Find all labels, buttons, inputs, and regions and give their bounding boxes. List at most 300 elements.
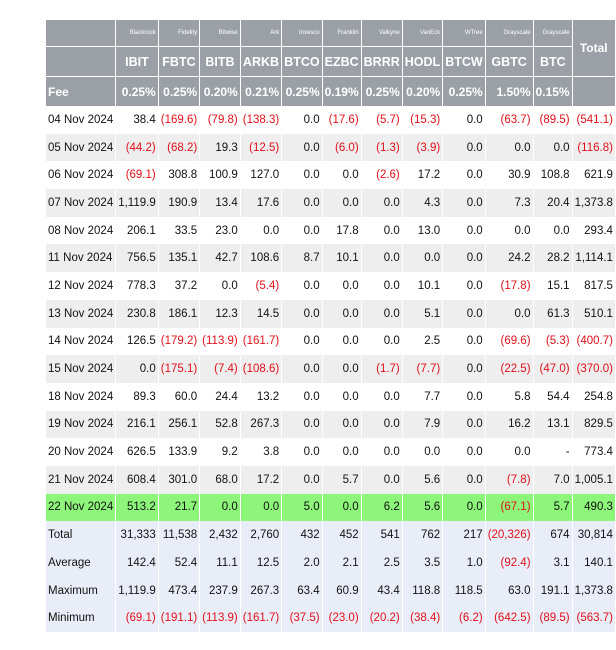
flow-cell: 0.0 bbox=[361, 438, 402, 466]
table-row bbox=[46, 328, 615, 356]
table-row bbox=[46, 383, 615, 411]
stat-cell: 31,333 bbox=[116, 521, 159, 549]
ticker-label: FBTC bbox=[158, 47, 199, 77]
stat-row bbox=[46, 577, 615, 605]
row-total: 829.5 bbox=[572, 411, 615, 439]
flow-cell: 0.0 bbox=[485, 438, 533, 466]
flow-cell: 0.0 bbox=[361, 189, 402, 217]
stat-cell: (191.1) bbox=[158, 604, 199, 632]
flow-cell: 301.0 bbox=[158, 466, 199, 494]
row-date: 14 Nov 2024 bbox=[46, 328, 116, 356]
stat-total: 1,373.8 bbox=[572, 577, 615, 605]
flow-cell: 17.6 bbox=[240, 189, 281, 217]
flow-cell: 30.9 bbox=[485, 161, 533, 189]
flow-cell: 0.0 bbox=[322, 189, 361, 217]
flow-cell: (138.3) bbox=[240, 106, 281, 134]
flow-cell: (67.1) bbox=[485, 494, 533, 522]
flow-cell: (5.4) bbox=[240, 272, 281, 300]
flow-cell: (79.8) bbox=[200, 106, 241, 134]
table-row bbox=[46, 106, 615, 134]
stat-cell: (89.5) bbox=[533, 604, 572, 632]
flow-cell: 16.2 bbox=[485, 411, 533, 439]
fee-label: Fee bbox=[46, 77, 116, 107]
table-row bbox=[46, 438, 615, 466]
flow-cell: - bbox=[533, 438, 572, 466]
stat-row bbox=[46, 521, 615, 549]
flow-cell: 0.0 bbox=[322, 355, 361, 383]
flow-cell: 0.0 bbox=[282, 383, 322, 411]
row-total: 1,005.1 bbox=[572, 466, 615, 494]
flow-cell: 17.8 bbox=[322, 217, 361, 245]
flow-cell: (113.9) bbox=[200, 328, 241, 356]
flow-cell: (5.3) bbox=[533, 328, 572, 356]
stat-cell: (20,326) bbox=[485, 521, 533, 549]
stat-cell: (6.2) bbox=[443, 604, 486, 632]
row-total: 1,373.8 bbox=[572, 189, 615, 217]
flow-cell: 0.0 bbox=[443, 106, 486, 134]
flow-cell: 19.3 bbox=[200, 134, 241, 162]
flow-cell: 0.0 bbox=[443, 272, 486, 300]
table-row bbox=[46, 217, 615, 245]
flow-cell: 10.1 bbox=[402, 272, 442, 300]
ticker-label: IBIT bbox=[116, 47, 159, 77]
flow-cell: 0.0 bbox=[116, 355, 159, 383]
flow-cell: 0.0 bbox=[240, 217, 281, 245]
flow-cell: 1,119.9 bbox=[116, 189, 159, 217]
flow-cell: 513.2 bbox=[116, 494, 159, 522]
flow-cell: (3.9) bbox=[402, 134, 442, 162]
flow-cell: (15.3) bbox=[402, 106, 442, 134]
flow-cell: 0.0 bbox=[361, 300, 402, 328]
flow-cell: 21.7 bbox=[158, 494, 199, 522]
flow-cell: 0.0 bbox=[443, 134, 486, 162]
corner-cell bbox=[46, 20, 116, 47]
flow-cell: (2.6) bbox=[361, 161, 402, 189]
flow-cell: 0.0 bbox=[485, 300, 533, 328]
flow-cell: (47.0) bbox=[533, 355, 572, 383]
provider-label: Invesco bbox=[282, 20, 322, 47]
flow-cell: 14.5 bbox=[240, 300, 281, 328]
provider-label: Grayscale bbox=[533, 20, 572, 47]
flow-cell: 0.0 bbox=[282, 328, 322, 356]
flow-cell: (1.7) bbox=[361, 355, 402, 383]
stat-cell: 541 bbox=[361, 521, 402, 549]
flow-cell: 0.0 bbox=[443, 244, 486, 272]
stat-cell: 118.5 bbox=[443, 577, 486, 605]
flow-cell: 108.6 bbox=[240, 244, 281, 272]
stat-cell: 2.1 bbox=[322, 549, 361, 577]
flow-cell: 2.5 bbox=[402, 328, 442, 356]
flow-cell: 23.0 bbox=[200, 217, 241, 245]
flow-cell: 0.0 bbox=[282, 106, 322, 134]
flow-cell: 68.0 bbox=[200, 466, 241, 494]
row-date: 20 Nov 2024 bbox=[46, 438, 116, 466]
flow-cell: 15.1 bbox=[533, 272, 572, 300]
flow-cell: (7.8) bbox=[485, 466, 533, 494]
stat-cell: 142.4 bbox=[116, 549, 159, 577]
row-total: 621.9 bbox=[572, 161, 615, 189]
flow-cell: 608.4 bbox=[116, 466, 159, 494]
flow-cell: 0.0 bbox=[282, 300, 322, 328]
fee-value: 0.19% bbox=[322, 77, 361, 107]
row-total: 490.3 bbox=[572, 494, 615, 522]
flow-cell: (108.6) bbox=[240, 355, 281, 383]
flow-cell: 13.1 bbox=[533, 411, 572, 439]
table-row bbox=[46, 355, 615, 383]
row-total: 1,114.1 bbox=[572, 244, 615, 272]
flow-cell: 0.0 bbox=[322, 328, 361, 356]
table-row bbox=[46, 244, 615, 272]
stat-cell: 1.0 bbox=[443, 549, 486, 577]
flow-cell: 756.5 bbox=[116, 244, 159, 272]
flow-cell: 54.4 bbox=[533, 383, 572, 411]
flow-cell: 52.8 bbox=[200, 411, 241, 439]
stat-cell: 63.0 bbox=[485, 577, 533, 605]
fee-value: 0.20% bbox=[200, 77, 241, 107]
flow-cell: 256.1 bbox=[158, 411, 199, 439]
table-row bbox=[46, 466, 615, 494]
flow-cell: 20.4 bbox=[533, 189, 572, 217]
flow-cell: 28.2 bbox=[533, 244, 572, 272]
flow-cell: (69.1) bbox=[116, 161, 159, 189]
flow-cell: 24.4 bbox=[200, 383, 241, 411]
stat-cell: 2.5 bbox=[361, 549, 402, 577]
ticker-label: EZBC bbox=[322, 47, 361, 77]
flow-cell: 0.0 bbox=[485, 217, 533, 245]
provider-label: Franklin bbox=[322, 20, 361, 47]
stat-cell: 1,119.9 bbox=[116, 577, 159, 605]
fee-row bbox=[46, 77, 615, 107]
flow-cell: 13.2 bbox=[240, 383, 281, 411]
flow-cell: 0.0 bbox=[361, 383, 402, 411]
table-row bbox=[46, 411, 615, 439]
flow-cell: (179.2) bbox=[158, 328, 199, 356]
ticker-label: BTCW bbox=[443, 47, 486, 77]
row-total: (370.0) bbox=[572, 355, 615, 383]
flow-cell: 0.0 bbox=[282, 217, 322, 245]
flow-cell: 778.3 bbox=[116, 272, 159, 300]
fee-value: 0.20% bbox=[402, 77, 442, 107]
stat-cell: (20.2) bbox=[361, 604, 402, 632]
flow-cell: 13.4 bbox=[200, 189, 241, 217]
flow-cell: 5.6 bbox=[402, 494, 442, 522]
flow-cell: (7.4) bbox=[200, 355, 241, 383]
row-date: 22 Nov 2024 bbox=[46, 494, 116, 522]
flow-cell: 0.0 bbox=[361, 328, 402, 356]
stat-cell: 473.4 bbox=[158, 577, 199, 605]
stat-cell: (38.4) bbox=[402, 604, 442, 632]
provider-label: WTree bbox=[443, 20, 486, 47]
ticker-label: BTC bbox=[533, 47, 572, 77]
stat-cell: 762 bbox=[402, 521, 442, 549]
fee-value: 0.21% bbox=[240, 77, 281, 107]
stat-cell: (69.1) bbox=[116, 604, 159, 632]
flow-cell: 0.0 bbox=[361, 244, 402, 272]
stat-row bbox=[46, 549, 615, 577]
stat-cell: 11.1 bbox=[200, 549, 241, 577]
flow-cell: (12.5) bbox=[240, 134, 281, 162]
flow-cell: (63.7) bbox=[485, 106, 533, 134]
row-date: 11 Nov 2024 bbox=[46, 244, 116, 272]
flow-cell: 0.0 bbox=[240, 494, 281, 522]
row-total: 293.4 bbox=[572, 217, 615, 245]
flow-cell: (169.6) bbox=[158, 106, 199, 134]
flow-cell: 5.7 bbox=[533, 494, 572, 522]
fee-value: 0.15% bbox=[533, 77, 572, 107]
flow-cell: 186.1 bbox=[158, 300, 199, 328]
flow-cell: 89.3 bbox=[116, 383, 159, 411]
table-row bbox=[46, 494, 615, 522]
flow-cell: 0.0 bbox=[402, 244, 442, 272]
row-total: (116.8) bbox=[572, 134, 615, 162]
stat-cell: 191.1 bbox=[533, 577, 572, 605]
flow-cell: 230.8 bbox=[116, 300, 159, 328]
flow-cell: 17.2 bbox=[240, 466, 281, 494]
flow-cell: 12.3 bbox=[200, 300, 241, 328]
ticker-header-row bbox=[46, 47, 615, 77]
row-date: 07 Nov 2024 bbox=[46, 189, 116, 217]
flow-cell: (6.0) bbox=[322, 134, 361, 162]
flow-cell: (22.5) bbox=[485, 355, 533, 383]
flow-cell: 60.0 bbox=[158, 383, 199, 411]
table-row bbox=[46, 134, 615, 162]
stat-total: (563.7) bbox=[572, 604, 615, 632]
flow-cell: (89.5) bbox=[533, 106, 572, 134]
flow-cell: 5.1 bbox=[402, 300, 442, 328]
flow-cell: 0.0 bbox=[282, 189, 322, 217]
flow-cell: 0.0 bbox=[533, 217, 572, 245]
flow-cell: 24.2 bbox=[485, 244, 533, 272]
fee-value: 0.25% bbox=[282, 77, 322, 107]
flow-cell: 5.6 bbox=[402, 466, 442, 494]
flow-cell: 38.4 bbox=[116, 106, 159, 134]
provider-label: Grayscale bbox=[485, 20, 533, 47]
flow-cell: 126.5 bbox=[116, 328, 159, 356]
flow-cell: (68.2) bbox=[158, 134, 199, 162]
stat-cell: 2.0 bbox=[282, 549, 322, 577]
ticker-label: BTCO bbox=[282, 47, 322, 77]
row-date: 13 Nov 2024 bbox=[46, 300, 116, 328]
flow-cell: 108.8 bbox=[533, 161, 572, 189]
provider-header-row bbox=[46, 20, 615, 47]
ticker-label: BITB bbox=[200, 47, 241, 77]
flow-cell: 0.0 bbox=[282, 134, 322, 162]
stat-cell: 60.9 bbox=[322, 577, 361, 605]
flow-cell: (69.6) bbox=[485, 328, 533, 356]
flow-cell: 7.0 bbox=[533, 466, 572, 494]
flow-cell: 267.3 bbox=[240, 411, 281, 439]
flow-cell: 0.0 bbox=[443, 300, 486, 328]
flow-cell: 8.7 bbox=[282, 244, 322, 272]
flow-cell: 206.1 bbox=[116, 217, 159, 245]
flow-cell: 0.0 bbox=[200, 494, 241, 522]
provider-label: VanEck bbox=[402, 20, 442, 47]
flow-cell: 10.1 bbox=[322, 244, 361, 272]
row-date: 12 Nov 2024 bbox=[46, 272, 116, 300]
flow-cell: 5.8 bbox=[485, 383, 533, 411]
flow-cell: 308.8 bbox=[158, 161, 199, 189]
flow-cell: 33.5 bbox=[158, 217, 199, 245]
row-total: 817.5 bbox=[572, 272, 615, 300]
flow-cell: 0.0 bbox=[322, 161, 361, 189]
fee-value: 0.25% bbox=[443, 77, 486, 107]
stat-cell: (113.9) bbox=[200, 604, 241, 632]
flow-cell: 626.5 bbox=[116, 438, 159, 466]
flow-cell: (175.1) bbox=[158, 355, 199, 383]
fee-value: 0.25% bbox=[158, 77, 199, 107]
row-total: (400.7) bbox=[572, 328, 615, 356]
stat-label: Total bbox=[46, 521, 116, 549]
stat-label: Average bbox=[46, 549, 116, 577]
flow-cell: 42.7 bbox=[200, 244, 241, 272]
flow-cell: 0.0 bbox=[361, 466, 402, 494]
stat-cell: 3.1 bbox=[533, 549, 572, 577]
provider-label: Fidelity bbox=[158, 20, 199, 47]
etf-flow-table bbox=[46, 20, 615, 632]
row-date: 08 Nov 2024 bbox=[46, 217, 116, 245]
flow-cell: 216.1 bbox=[116, 411, 159, 439]
row-date: 05 Nov 2024 bbox=[46, 134, 116, 162]
flow-cell: 7.3 bbox=[485, 189, 533, 217]
flow-cell: 7.7 bbox=[402, 383, 442, 411]
flow-cell: 0.0 bbox=[322, 494, 361, 522]
flow-cell: (44.2) bbox=[116, 134, 159, 162]
row-total: 773.4 bbox=[572, 438, 615, 466]
flow-cell: 0.0 bbox=[200, 272, 241, 300]
stat-cell: (37.5) bbox=[282, 604, 322, 632]
flow-cell: 4.3 bbox=[402, 189, 442, 217]
stat-cell: 118.8 bbox=[402, 577, 442, 605]
stat-total: 30,814 bbox=[572, 521, 615, 549]
fee-value: 1.50% bbox=[485, 77, 533, 107]
flow-cell: 190.9 bbox=[158, 189, 199, 217]
ticker-label: ARKB bbox=[240, 47, 281, 77]
stat-cell: (642.5) bbox=[485, 604, 533, 632]
stat-cell: 237.9 bbox=[200, 577, 241, 605]
corner-cell bbox=[46, 47, 116, 77]
flow-cell: 0.0 bbox=[533, 134, 572, 162]
flow-cell: 17.2 bbox=[402, 161, 442, 189]
total-column-header: Total bbox=[572, 20, 615, 77]
provider-label: Blackrock bbox=[116, 20, 159, 47]
row-total: 510.1 bbox=[572, 300, 615, 328]
flow-cell: 133.9 bbox=[158, 438, 199, 466]
fee-value: 0.25% bbox=[116, 77, 159, 107]
flow-cell: 0.0 bbox=[443, 494, 486, 522]
flow-cell: 0.0 bbox=[443, 217, 486, 245]
table-row bbox=[46, 189, 615, 217]
stat-cell: 2,432 bbox=[200, 521, 241, 549]
row-date: 18 Nov 2024 bbox=[46, 383, 116, 411]
flow-cell: 0.0 bbox=[443, 328, 486, 356]
flow-cell: 0.0 bbox=[485, 134, 533, 162]
stat-label: Minimum bbox=[46, 604, 116, 632]
flow-cell: 0.0 bbox=[443, 355, 486, 383]
flow-cell: 0.0 bbox=[322, 411, 361, 439]
stat-row bbox=[46, 604, 615, 632]
flow-cell: 0.0 bbox=[402, 438, 442, 466]
flow-cell: 5.0 bbox=[282, 494, 322, 522]
provider-label: Ark bbox=[240, 20, 281, 47]
flow-cell: 6.2 bbox=[361, 494, 402, 522]
stat-cell: (23.0) bbox=[322, 604, 361, 632]
row-total: (541.1) bbox=[572, 106, 615, 134]
ticker-label: HODL bbox=[402, 47, 442, 77]
flow-cell: 13.0 bbox=[402, 217, 442, 245]
flow-cell: 0.0 bbox=[282, 272, 322, 300]
row-date: 21 Nov 2024 bbox=[46, 466, 116, 494]
row-date: 15 Nov 2024 bbox=[46, 355, 116, 383]
flow-cell: 0.0 bbox=[282, 355, 322, 383]
stat-cell: 3.5 bbox=[402, 549, 442, 577]
stat-cell: (92.4) bbox=[485, 549, 533, 577]
row-total: 254.8 bbox=[572, 383, 615, 411]
table-row bbox=[46, 161, 615, 189]
flow-cell: 0.0 bbox=[322, 438, 361, 466]
flow-cell: 5.7 bbox=[322, 466, 361, 494]
flow-cell: 0.0 bbox=[322, 300, 361, 328]
flow-cell: 3.8 bbox=[240, 438, 281, 466]
flow-cell: 37.2 bbox=[158, 272, 199, 300]
stat-cell: 63.4 bbox=[282, 577, 322, 605]
flow-cell: (17.8) bbox=[485, 272, 533, 300]
flow-cell: 0.0 bbox=[322, 272, 361, 300]
stat-cell: 674 bbox=[533, 521, 572, 549]
flow-cell: 0.0 bbox=[361, 217, 402, 245]
ticker-label: BRRR bbox=[361, 47, 402, 77]
flow-cell: (5.7) bbox=[361, 106, 402, 134]
flow-cell: 0.0 bbox=[443, 161, 486, 189]
stat-cell: 267.3 bbox=[240, 577, 281, 605]
table-row bbox=[46, 272, 615, 300]
stat-total: 140.1 bbox=[572, 549, 615, 577]
stat-cell: 52.4 bbox=[158, 549, 199, 577]
flow-cell: 0.0 bbox=[322, 383, 361, 411]
flow-cell: 0.0 bbox=[282, 438, 322, 466]
row-date: 04 Nov 2024 bbox=[46, 106, 116, 134]
provider-label: Bitwise bbox=[200, 20, 241, 47]
flow-cell: 135.1 bbox=[158, 244, 199, 272]
etf-flow-table-container bbox=[46, 20, 615, 632]
flow-cell: (161.7) bbox=[240, 328, 281, 356]
flow-cell: 0.0 bbox=[443, 383, 486, 411]
flow-cell: 0.0 bbox=[443, 189, 486, 217]
flow-cell: (17.6) bbox=[322, 106, 361, 134]
flow-cell: 9.2 bbox=[200, 438, 241, 466]
flow-cell: 0.0 bbox=[443, 411, 486, 439]
flow-cell: (7.7) bbox=[402, 355, 442, 383]
provider-label: Valkyrie bbox=[361, 20, 402, 47]
stat-cell: 432 bbox=[282, 521, 322, 549]
stat-label: Maximum bbox=[46, 577, 116, 605]
stat-cell: 217 bbox=[443, 521, 486, 549]
fee-total-empty bbox=[572, 77, 615, 107]
flow-cell: 7.9 bbox=[402, 411, 442, 439]
flow-cell: (1.3) bbox=[361, 134, 402, 162]
row-date: 19 Nov 2024 bbox=[46, 411, 116, 439]
flow-cell: 0.0 bbox=[443, 438, 486, 466]
table-row bbox=[46, 300, 615, 328]
fee-value: 0.25% bbox=[361, 77, 402, 107]
flow-cell: 0.0 bbox=[361, 272, 402, 300]
flow-cell: 0.0 bbox=[282, 161, 322, 189]
flow-cell: 0.0 bbox=[282, 466, 322, 494]
stat-cell: 12.5 bbox=[240, 549, 281, 577]
table-body bbox=[46, 20, 615, 632]
stat-cell: 2,760 bbox=[240, 521, 281, 549]
flow-cell: 0.0 bbox=[361, 411, 402, 439]
row-date: 06 Nov 2024 bbox=[46, 161, 116, 189]
